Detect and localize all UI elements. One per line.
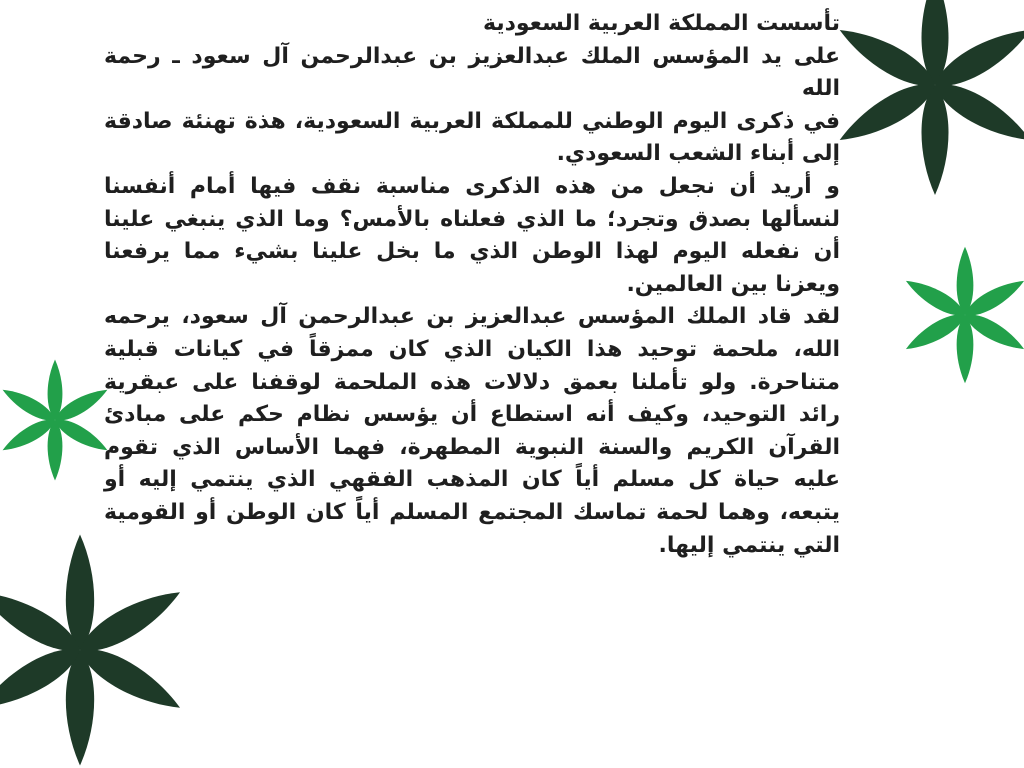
paragraph-unification: لقد قاد الملك المؤسس عبدالعزيز بن عبدالرحمن آل سعود، يرحمه الله، ملحمة توحيد هذا الكيان الذي كان ممزقاً في كيانات قبلية متناحرة. ولو تأملنا بعمق دلالات هذه الملحمة لوقفنا على عبقرية رائد التوحيد، وكيف أنه استطاع أن يؤسس نظام حكم على مبادئ القرآن الكريم والسنة النبوية المطهرة، فهما الأساس الذي تقوم عليه حياة كل مسلم أياً كان المذهب الفقهي الذي ينتمي إليه أو يتبعه، وهما لحمة تماسك المجتمع المسلم أياً كان الوطن أو القومية التي ينتمي إليها. (104, 304, 840, 558)
arabic-text-block (104, 8, 840, 562)
paragraph-congratulations: في ذكرى اليوم الوطني للمملكة العربية السعودية، هذة تهنئة صادقة إلى أبناء الشعب السعودي. (104, 108, 840, 167)
green-flower-right (902, 247, 1024, 383)
paragraph-title: تأسست المملكة العربية السعودية (482, 11, 840, 36)
dark-flower-top-right (833, 0, 1024, 195)
green-flower-left (0, 360, 111, 481)
paragraph-reflection: و أريد أن نجعل من هذه الذكرى مناسبة نقف فيها أمام أنفسنا لنسألها بصدق وتجرد؛ ما الذي فعلناه بالأمس؟ وما الذي ينبغي علينا أن نفعله اليوم لهذا الوطن الذي ما بخل علينا بشيء مما يرفعنا ويعزنا بين العالمين. (104, 173, 840, 297)
dark-flower-bottom-left (0, 535, 187, 766)
paragraph-founder: على يد المؤسس الملك عبدالعزيز بن عبدالرحمن آل سعود ـ رحمة الله (104, 43, 840, 102)
